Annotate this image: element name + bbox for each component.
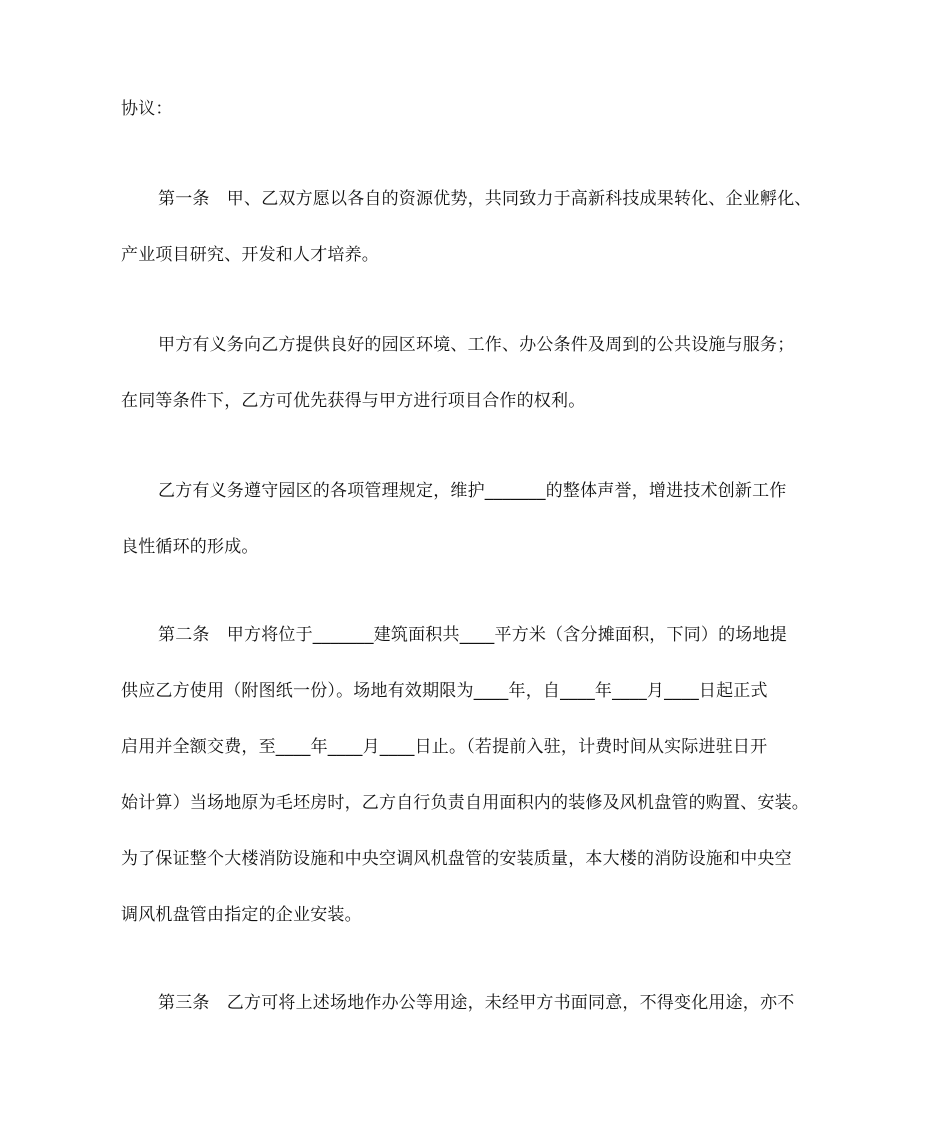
paragraph-line: 为了保证整个大楼消防设施和中央空调风机盘管的安装质量，本大楼的消防设施和中央空 <box>121 849 792 869</box>
paragraph-line: 良性循环的形成。 <box>121 537 259 557</box>
paragraph-line: 第二条 甲方将位于_______建筑面积共____平方米（含分摊面积，下同）的场地提 <box>158 625 787 645</box>
paragraph-line: 产业项目研究、开发和人才培养。 <box>121 245 379 265</box>
paragraph-line: 甲方有义务向乙方提供良好的园区环境、工作、办公条件及周到的公共设施与服务； <box>158 335 795 355</box>
document-heading: 协议： <box>121 99 173 119</box>
paragraph-line: 供应乙方使用（附图纸一份）。场地有效期限为____年，自____年____月____日起正式 <box>121 681 768 701</box>
paragraph-line: 启用并全额交费，至____年____月____日止。（若提前入驻，计费时间从实际进驻日开 <box>121 737 768 757</box>
paragraph-line: 在同等条件下，乙方可优先获得与甲方进行项目合作的权利。 <box>121 391 586 411</box>
paragraph-line: 调风机盘管由指定的企业安装。 <box>121 905 362 925</box>
paragraph-line: 始计算）当场地原为毛坯房时，乙方自行负责自用面积内的装修及风机盘管的购置、安装。 <box>121 793 809 813</box>
paragraph-line: 第三条 乙方可将上述场地作办公等用途，未经甲方书面同意，不得变化用途，亦不 <box>158 993 795 1013</box>
paragraph-line: 第一条 甲、乙双方愿以各自的资源优势，共同致力于高新科技成果转化、企业孵化、 <box>158 189 812 209</box>
paragraph-line: 乙方有义务遵守园区的各项管理规定，维护_______的整体声誉，增进技术创新工作 <box>158 481 787 501</box>
